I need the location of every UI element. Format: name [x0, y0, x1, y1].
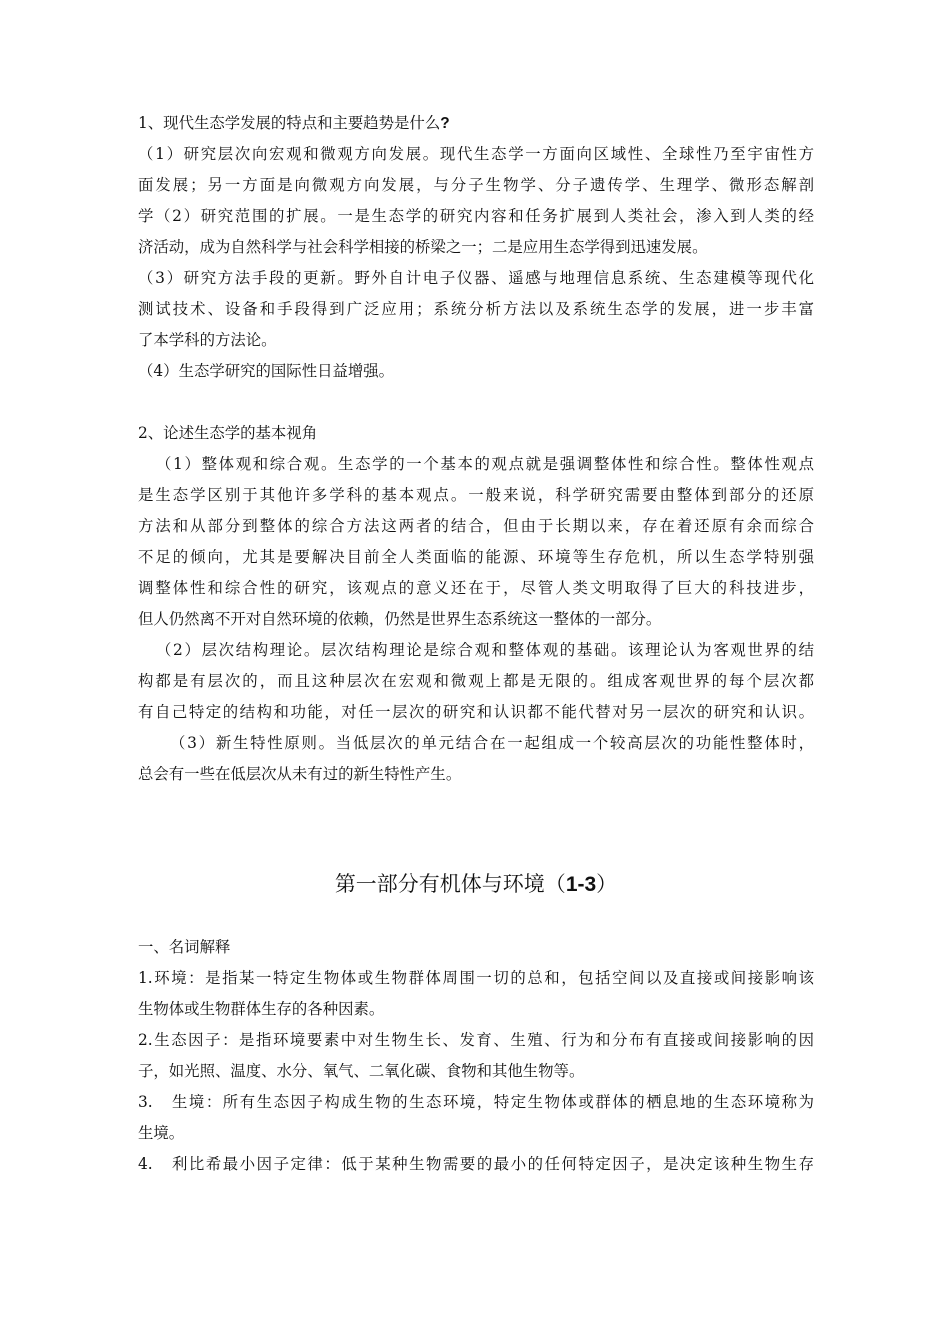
glossary-line: 子，如光照、温度、水分、氧气、二氧化碳、食物和其他生物等。 [138, 1062, 585, 1080]
q2-line: 构都是有层次的，而且这种层次在宏观和微观上都是无限的。组成客观世界的每个层次都 [138, 672, 814, 690]
section-heading [138, 864, 814, 904]
q2-line: （2）层次结构理论。层次结构理论是综合观和整体观的基础。该理论认为客观世界的结 [156, 641, 814, 659]
section-heading-text: 第一部分有机体与环境（ [334, 872, 566, 896]
q1-line: 学（2）研究范围的扩展。一是生态学的研究内容和任务扩展到人类社会，渗入到人类的经 [138, 207, 814, 225]
q2-line: （3）新生特性原则。当低层次的单元结合在一起组成一个较高层次的功能性整体时， [170, 734, 814, 752]
q1-line: 面发展；另一方面是向微观方向发展，与分子生物学、分子遗传学、生理学、微形态解剖 [138, 176, 814, 194]
question-mark: ? [440, 115, 450, 132]
glossary-line: 1.环境：是指某一特定生物体或生物群体周围一切的总和，包括空间以及直接或间接影响该 [138, 969, 814, 987]
spacer [138, 790, 814, 846]
q1-line: （3）研究方法手段的更新。野外自计电子仪器、遥感与地理信息系统、生态建模等现代化 [138, 269, 814, 287]
question-1-title-text: 1、现代生态学发展的特点和主要趋势是什么 [138, 114, 441, 132]
q1-line: 测试技术、设备和手段得到广泛应用；系统分析方法以及系统生态学的发展，进一步丰富 [138, 300, 814, 318]
q2-line: 但人仍然离不开对自然环境的依赖，仍然是世界生态系统这一整体的一部分。 [138, 610, 662, 628]
q1-line: （4）生态学研究的国际性日益增强。 [138, 362, 395, 380]
question-2-title: 2、论述生态学的基本视角 [138, 424, 318, 442]
glossary-line: 3. 生境：所有生态因子构成生物的生态环境，特定生物体或群体的栖息地的生态环境称为 [138, 1093, 814, 1111]
q2-line: 总会有一些在低层次从未有过的新生特性产生。 [138, 765, 462, 783]
glossary-heading: 一、名词解释 [138, 938, 231, 956]
q2-line: 不足的倾向，尤其是要解决目前全人类面临的能源、环境等生存危机，所以生态学特别强 [138, 548, 814, 566]
document-body [138, 108, 814, 1180]
q1-line: （1）研究层次向宏观和微观方向发展。现代生态学一方面向区域性、全球性乃至宇宙性方 [138, 145, 814, 163]
question-1-title [138, 108, 814, 139]
q2-line: 是生态学区别于其他许多学科的基本观点。一般来说，科学研究需要由整体到部分的还原 [138, 486, 814, 504]
glossary-line: 生物体或生物群体生存的各种因素。 [138, 1000, 385, 1018]
glossary-line: 2.生态因子：是指环境要素中对生物生长、发育、生殖、行为和分布有直接或间接影响的因 [138, 1031, 814, 1049]
q1-line: 了本学科的方法论。 [138, 331, 277, 349]
q2-line: 调整体性和综合性的研究，该观点的意义还在于，尽管人类文明取得了巨大的科技进步， [138, 579, 814, 597]
section-heading-range: 1-3 [565, 873, 597, 896]
q2-line: （1）整体观和综合观。生态学的一个基本的观点就是强调整体性和综合性。整体性观点 [156, 455, 814, 473]
q1-line: 济活动，成为自然科学与社会科学相接的桥梁之一；二是应用生态学得到迅速发展。 [138, 238, 708, 256]
section-heading-close: ） [596, 872, 618, 896]
glossary-line: 生境。 [138, 1124, 185, 1142]
q2-line: 方法和从部分到整体的综合方法这两者的结合，但由于长期以来，存在着还原有余而综合 [138, 517, 814, 535]
spacer [138, 387, 814, 418]
glossary-line: 4. 利比希最小因子定律：低于某种生物需要的最小的任何特定因子，是决定该种生物生存 [138, 1155, 814, 1173]
q2-line: 有自己特定的结构和功能，对任一层次的研究和认识都不能代替对另一层次的研究和认识。 [138, 703, 814, 721]
